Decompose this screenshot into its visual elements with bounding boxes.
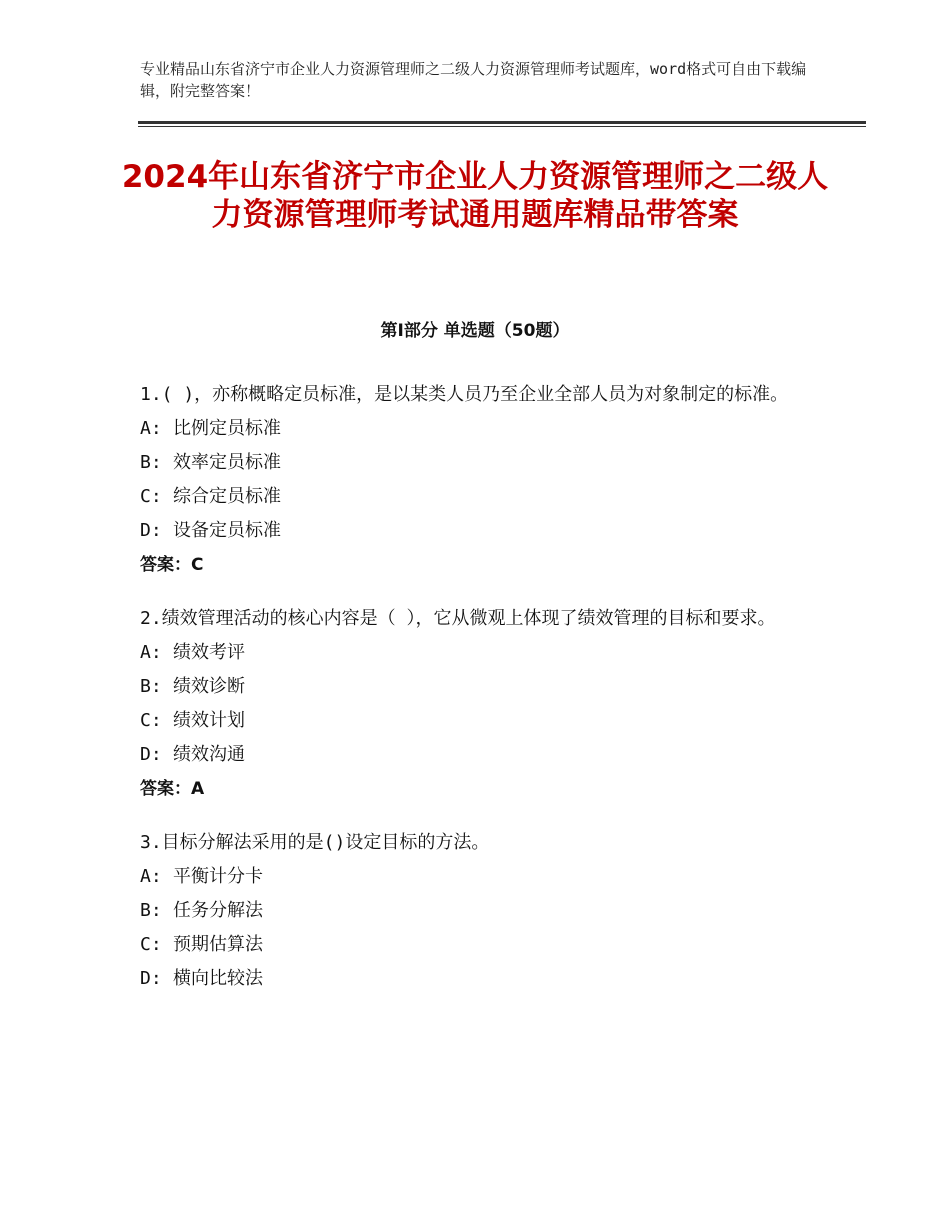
option-a xyxy=(140,412,820,446)
option-text: 效率定员标准 xyxy=(173,452,281,473)
option-letter: C: xyxy=(140,710,162,731)
option-d xyxy=(140,514,820,548)
option-text: 预期估算法 xyxy=(173,934,263,955)
document-title: 2024年山东省济宁市企业人力资源管理师之二级人力资源管理师考试通用题库精品带答案 xyxy=(121,159,829,233)
answer-line: 答案：A xyxy=(140,779,205,799)
option-letter: D: xyxy=(140,520,162,541)
option-letter: D: xyxy=(140,744,162,765)
option-c xyxy=(140,480,820,514)
option-b xyxy=(140,670,820,704)
option-text: 设备定员标准 xyxy=(173,520,281,541)
option-c xyxy=(140,928,820,962)
option-letter: D: xyxy=(140,968,162,989)
option-letter: A: xyxy=(140,866,162,887)
option-d xyxy=(140,962,820,996)
option-text: 比例定员标准 xyxy=(173,418,281,439)
option-b xyxy=(140,894,820,928)
option-text: 综合定员标准 xyxy=(173,486,281,507)
option-a xyxy=(140,636,820,670)
answer-line: 答案：C xyxy=(140,555,204,575)
option-text: 绩效诊断 xyxy=(173,676,245,697)
option-text: 任务分解法 xyxy=(173,900,263,921)
question-stem: 3.目标分解法采用的是()设定目标的方法。 xyxy=(140,832,490,853)
header-rule-thick xyxy=(138,121,866,124)
question-list xyxy=(140,378,820,1016)
question-3 xyxy=(140,826,820,996)
option-letter: C: xyxy=(140,486,162,507)
option-text: 平衡计分卡 xyxy=(173,866,263,887)
option-letter: B: xyxy=(140,900,162,921)
question-1 xyxy=(140,378,820,582)
option-letter: A: xyxy=(140,642,162,663)
question-stem: 1.( )，亦称概略定员标准，是以某类人员乃至企业全部人员为对象制定的标准。 xyxy=(140,384,789,405)
header-note: 专业精品山东省济宁市企业人力资源管理师之二级人力资源管理师考试题库，word格式可自由下载编辑，附完整答案！ xyxy=(140,60,807,100)
option-d xyxy=(140,738,820,772)
option-text: 绩效沟通 xyxy=(173,744,245,765)
question-stem: 2.绩效管理活动的核心内容是（ ），它从微观上体现了绩效管理的目标和要求。 xyxy=(140,608,776,629)
option-letter: B: xyxy=(140,452,162,473)
option-text: 横向比较法 xyxy=(173,968,263,989)
option-letter: A: xyxy=(140,418,162,439)
option-b xyxy=(140,446,820,480)
option-letter: C: xyxy=(140,934,162,955)
section-title: 第Ⅰ部分 单选题（50题） xyxy=(380,321,570,341)
option-c xyxy=(140,704,820,738)
option-letter: B: xyxy=(140,676,162,697)
option-a xyxy=(140,860,820,894)
option-text: 绩效考评 xyxy=(173,642,245,663)
option-text: 绩效计划 xyxy=(173,710,245,731)
question-2 xyxy=(140,602,820,806)
header-rule-thin xyxy=(138,126,866,127)
